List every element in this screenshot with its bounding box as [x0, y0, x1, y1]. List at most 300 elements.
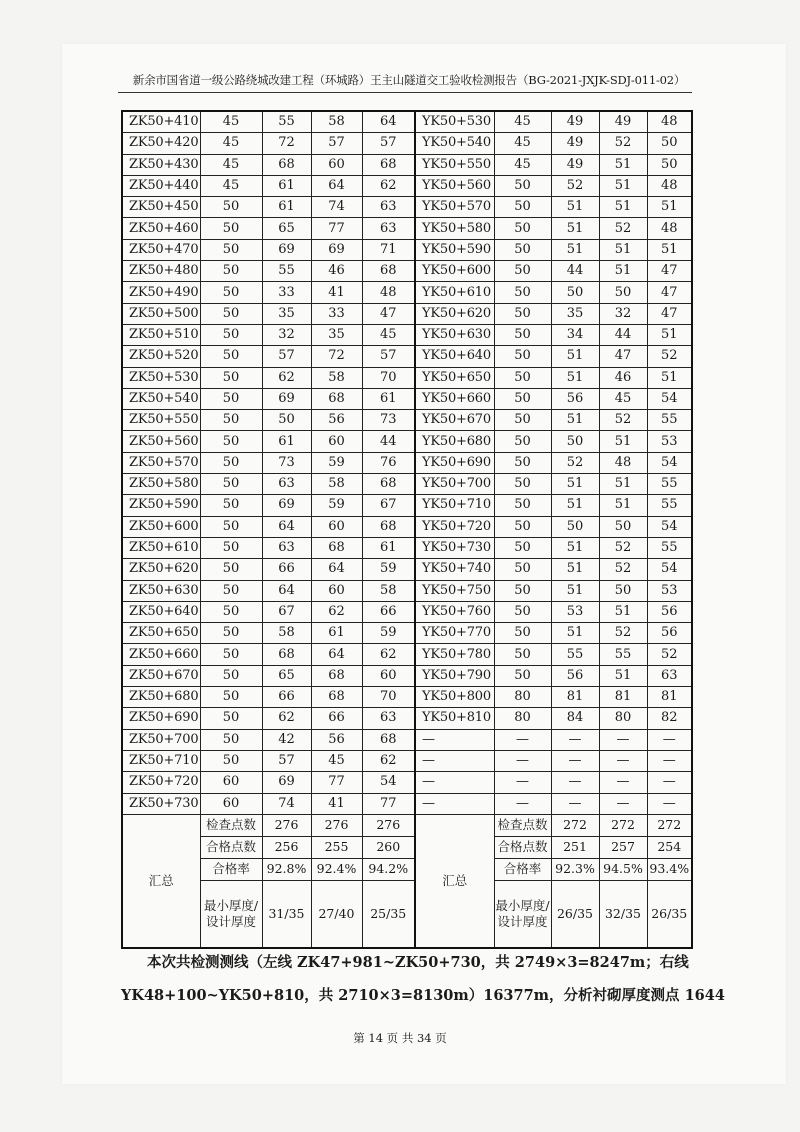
thickness-cell: 84	[551, 708, 599, 729]
thickness-cell: 50	[200, 729, 262, 750]
thickness-cell: 50	[200, 367, 262, 388]
thickness-cell: 41	[311, 282, 362, 303]
thickness-cell: 64	[362, 111, 415, 133]
thickness-cell: 52	[599, 218, 647, 239]
thickness-cell: —	[647, 729, 692, 750]
thickness-cell: 44	[362, 431, 415, 452]
station-cell: YK50+530	[415, 111, 494, 133]
thickness-cell: 51	[599, 431, 647, 452]
page-number: 第 14 页 共 34 页	[353, 1031, 447, 1045]
table-row	[122, 580, 692, 601]
station-cell: —	[415, 772, 494, 793]
thickness-cell: 55	[647, 537, 692, 558]
thickness-cell: 67	[362, 495, 415, 516]
thickness-cell: 50	[647, 133, 692, 154]
table-row	[122, 133, 692, 154]
summary-cell: 94.5%	[599, 858, 647, 880]
thickness-cell: 45	[200, 133, 262, 154]
thickness-cell: 50	[200, 665, 262, 686]
thickness-cell: 50	[200, 474, 262, 495]
station-cell: ZK50+700	[122, 729, 200, 750]
station-cell: YK50+690	[415, 452, 494, 473]
thickness-cell: 53	[647, 431, 692, 452]
thickness-cell: 64	[262, 516, 311, 537]
summary-cell: 254	[647, 836, 692, 858]
station-cell: YK50+560	[415, 175, 494, 196]
thickness-cell: 72	[311, 346, 362, 367]
thickness-cell: 55	[599, 644, 647, 665]
thickness-cell: 61	[262, 175, 311, 196]
thickness-cell: 46	[311, 261, 362, 282]
station-cell: YK50+570	[415, 197, 494, 218]
thickness-cell: 62	[262, 367, 311, 388]
summary-cell: 272	[599, 814, 647, 836]
thickness-cell: 53	[551, 601, 599, 622]
summary-cell: 272	[647, 814, 692, 836]
station-cell: YK50+720	[415, 516, 494, 537]
thickness-cell: 68	[362, 154, 415, 175]
thickness-cell: 50	[200, 687, 262, 708]
thickness-cell: 50	[551, 516, 599, 537]
thickness-cell: 55	[262, 111, 311, 133]
thickness-cell: 50	[200, 388, 262, 409]
station-cell: YK50+790	[415, 665, 494, 686]
station-cell: YK50+680	[415, 431, 494, 452]
station-cell: ZK50+480	[122, 261, 200, 282]
thickness-cell: 47	[599, 346, 647, 367]
thickness-cell: 50	[494, 239, 551, 260]
thickness-cell: 68	[362, 261, 415, 282]
thickness-cell: 50	[494, 303, 551, 324]
thickness-cell: 47	[647, 282, 692, 303]
station-cell: YK50+800	[415, 687, 494, 708]
summary-min-ratio-label-left: 最小厚度/设计厚度	[200, 880, 262, 948]
station-cell: YK50+770	[415, 623, 494, 644]
thickness-cell: 47	[362, 303, 415, 324]
thickness-cell: 50	[494, 474, 551, 495]
thickness-cell: 50	[200, 452, 262, 473]
thickness-cell: 56	[551, 388, 599, 409]
table-row	[122, 239, 692, 260]
thickness-cell: 51	[647, 367, 692, 388]
thickness-cell: —	[494, 750, 551, 771]
table-row	[122, 601, 692, 622]
station-cell: YK50+580	[415, 218, 494, 239]
thickness-cell: 63	[362, 218, 415, 239]
thickness-cell: —	[599, 793, 647, 814]
thickness-cell: 51	[551, 239, 599, 260]
thickness-cell: 50	[200, 495, 262, 516]
summary-cell: 92.8%	[262, 858, 311, 880]
thickness-cell: 68	[262, 154, 311, 175]
summary-min-ratio-label-right: 最小厚度/设计厚度	[494, 880, 551, 948]
thickness-cell: 68	[362, 474, 415, 495]
thickness-cell: 45	[200, 111, 262, 133]
summary-check-points-label-left: 检查点数	[200, 814, 262, 836]
station-cell: ZK50+720	[122, 772, 200, 793]
thickness-cell: 52	[599, 537, 647, 558]
thickness-cell: 64	[311, 175, 362, 196]
thickness-cell: 81	[599, 687, 647, 708]
summary-cell: 94.2%	[362, 858, 415, 880]
summary-section	[122, 814, 692, 948]
thickness-cell: 54	[647, 452, 692, 473]
station-cell: ZK50+590	[122, 495, 200, 516]
thickness-cell: 52	[599, 410, 647, 431]
thickness-cell: —	[647, 772, 692, 793]
thickness-cell: 57	[262, 750, 311, 771]
thickness-cell: 58	[311, 474, 362, 495]
thickness-cell: 51	[599, 601, 647, 622]
table-row	[122, 324, 692, 345]
thickness-cell: 50	[494, 282, 551, 303]
summary-row-pass-rate	[122, 858, 692, 880]
thickness-cell: 52	[647, 644, 692, 665]
thickness-cell: 58	[362, 580, 415, 601]
thickness-cell: 51	[551, 495, 599, 516]
thickness-cell: 60	[311, 154, 362, 175]
table-row	[122, 729, 692, 750]
station-cell: YK50+760	[415, 601, 494, 622]
summary-note-line-1: 本次共检测测线（左线 ZK47+981~ZK50+730，共 2749×3=8247m；右线	[147, 954, 689, 971]
thickness-cell: 56	[647, 601, 692, 622]
thickness-cell: 68	[262, 644, 311, 665]
thickness-cell: 65	[262, 218, 311, 239]
thickness-cell: 68	[311, 665, 362, 686]
summary-cell: 32/35	[599, 880, 647, 948]
station-cell: ZK50+610	[122, 537, 200, 558]
thickness-cell: 46	[599, 367, 647, 388]
thickness-cell: 50	[551, 431, 599, 452]
thickness-cell: 73	[262, 452, 311, 473]
summary-cell: 260	[362, 836, 415, 858]
thickness-cell: 69	[262, 239, 311, 260]
station-cell: ZK50+600	[122, 516, 200, 537]
thickness-cell: 50	[494, 559, 551, 580]
thickness-cell: 50	[494, 516, 551, 537]
thickness-cell: 66	[262, 559, 311, 580]
thickness-cell: 50	[494, 623, 551, 644]
thickness-cell: 50	[200, 197, 262, 218]
table-row	[122, 261, 692, 282]
station-cell: ZK50+670	[122, 665, 200, 686]
station-cell: YK50+730	[415, 537, 494, 558]
thickness-cell: 74	[262, 793, 311, 814]
thickness-cell: —	[494, 772, 551, 793]
thickness-cell: 62	[311, 601, 362, 622]
station-cell: ZK50+630	[122, 580, 200, 601]
thickness-cell: 69	[311, 239, 362, 260]
thickness-cell: 50	[599, 282, 647, 303]
thickness-cell: 56	[311, 410, 362, 431]
thickness-cell: 62	[362, 175, 415, 196]
thickness-cell: 35	[551, 303, 599, 324]
thickness-cell: —	[599, 772, 647, 793]
thickness-cell: 34	[551, 324, 599, 345]
summary-cell: 26/35	[647, 880, 692, 948]
thickness-cell: 41	[311, 793, 362, 814]
thickness-cell: 51	[551, 474, 599, 495]
station-cell: ZK50+620	[122, 559, 200, 580]
table-row	[122, 516, 692, 537]
thickness-cell: 57	[362, 133, 415, 154]
summary-qualified-label-right: 合格点数	[494, 836, 551, 858]
thickness-cell: 68	[311, 537, 362, 558]
thickness-cell: 50	[494, 410, 551, 431]
station-cell: ZK50+710	[122, 750, 200, 771]
thickness-cell: 50	[494, 324, 551, 345]
station-cell: YK50+640	[415, 346, 494, 367]
thickness-cell: 63	[262, 537, 311, 558]
thickness-cell: 50	[200, 410, 262, 431]
thickness-cell: 32	[262, 324, 311, 345]
summary-row-check-points	[122, 814, 692, 836]
thickness-cell: 62	[362, 644, 415, 665]
table-body	[122, 111, 692, 814]
thickness-cell: 51	[551, 410, 599, 431]
thickness-cell: 81	[551, 687, 599, 708]
station-cell: YK50+670	[415, 410, 494, 431]
summary-cell: 276	[262, 814, 311, 836]
table-row	[122, 495, 692, 516]
thickness-cell: 51	[599, 197, 647, 218]
station-cell: YK50+550	[415, 154, 494, 175]
thickness-cell: 65	[262, 665, 311, 686]
page-header: 新余市国省道一级公路绕城改建工程（环城路）王主山隧道交工验收检测报告（BG-2021-JXJK-SDJ-011-02）	[132, 73, 686, 87]
thickness-cell: —	[599, 750, 647, 771]
table-row	[122, 623, 692, 644]
thickness-cell: 50	[262, 410, 311, 431]
station-cell: ZK50+660	[122, 644, 200, 665]
table-row	[122, 303, 692, 324]
table-row	[122, 750, 692, 771]
station-cell: ZK50+560	[122, 431, 200, 452]
station-cell: ZK50+690	[122, 708, 200, 729]
thickness-cell: 51	[551, 537, 599, 558]
summary-cell: 31/35	[262, 880, 311, 948]
thickness-cell: 51	[551, 346, 599, 367]
thickness-cell: 59	[311, 495, 362, 516]
thickness-cell: 33	[311, 303, 362, 324]
thickness-cell: 50	[494, 580, 551, 601]
thickness-cell: 51	[647, 239, 692, 260]
table-row	[122, 175, 692, 196]
thickness-cell: 50	[200, 559, 262, 580]
station-cell: ZK50+570	[122, 452, 200, 473]
thickness-cell: 51	[551, 218, 599, 239]
thickness-cell: 44	[599, 324, 647, 345]
thickness-cell: —	[647, 750, 692, 771]
thickness-cell: 80	[599, 708, 647, 729]
thickness-cell: 50	[494, 495, 551, 516]
thickness-cell: 67	[262, 601, 311, 622]
summary-row-min-ratio	[122, 880, 692, 948]
thickness-cell: 45	[200, 154, 262, 175]
thickness-cell: 58	[311, 367, 362, 388]
thickness-cell: 50	[200, 282, 262, 303]
table-row	[122, 410, 692, 431]
thickness-cell: 50	[200, 261, 262, 282]
thickness-cell: 66	[362, 601, 415, 622]
summary-cell: 25/35	[362, 880, 415, 948]
station-cell: YK50+630	[415, 324, 494, 345]
station-cell: YK50+620	[415, 303, 494, 324]
thickness-cell: 32	[599, 303, 647, 324]
table-row	[122, 474, 692, 495]
station-cell: YK50+610	[415, 282, 494, 303]
thickness-cell: 69	[262, 772, 311, 793]
thickness-cell: 45	[599, 388, 647, 409]
thickness-cell: 53	[647, 580, 692, 601]
thickness-cell: 52	[599, 559, 647, 580]
thickness-cell: 80	[494, 687, 551, 708]
thickness-cell: 50	[494, 644, 551, 665]
station-cell: YK50+600	[415, 261, 494, 282]
thickness-cell: 45	[494, 111, 551, 133]
thickness-cell: 58	[311, 111, 362, 133]
thickness-cell: 66	[311, 708, 362, 729]
thickness-cell: 51	[599, 665, 647, 686]
summary-cell: 255	[311, 836, 362, 858]
thickness-cell: 50	[494, 346, 551, 367]
thickness-cell: 72	[262, 133, 311, 154]
thickness-cell: 50	[551, 282, 599, 303]
thickness-cell: 50	[200, 601, 262, 622]
thickness-cell: —	[494, 793, 551, 814]
thickness-cell: 54	[647, 516, 692, 537]
thickness-cell: 81	[647, 687, 692, 708]
thickness-cell: 62	[262, 708, 311, 729]
station-cell: ZK50+460	[122, 218, 200, 239]
table-row	[122, 452, 692, 473]
thickness-cell: 48	[647, 175, 692, 196]
thickness-cell: 44	[551, 261, 599, 282]
summary-label-left: 汇总	[122, 814, 200, 948]
thickness-cell: 63	[362, 708, 415, 729]
thickness-cell: 51	[551, 559, 599, 580]
lining-thickness-table	[121, 110, 693, 949]
thickness-cell: 49	[599, 111, 647, 133]
thickness-cell: 50	[200, 580, 262, 601]
station-cell: YK50+810	[415, 708, 494, 729]
thickness-cell: 69	[262, 388, 311, 409]
station-cell: ZK50+500	[122, 303, 200, 324]
thickness-cell: 45	[362, 324, 415, 345]
thickness-cell: —	[551, 750, 599, 771]
thickness-cell: 61	[362, 388, 415, 409]
thickness-cell: 49	[551, 154, 599, 175]
thickness-cell: 35	[262, 303, 311, 324]
thickness-cell: 57	[311, 133, 362, 154]
thickness-cell: 70	[362, 367, 415, 388]
summary-check-points-label-right: 检查点数	[494, 814, 551, 836]
thickness-cell: 60	[311, 580, 362, 601]
station-cell: ZK50+520	[122, 346, 200, 367]
thickness-cell: 50	[494, 537, 551, 558]
thickness-cell: 48	[647, 218, 692, 239]
thickness-cell: —	[647, 793, 692, 814]
summary-cell: 93.4%	[647, 858, 692, 880]
thickness-cell: 50	[200, 708, 262, 729]
thickness-cell: 66	[262, 687, 311, 708]
summary-cell: 276	[311, 814, 362, 836]
thickness-cell: 64	[311, 559, 362, 580]
thickness-cell: 50	[494, 218, 551, 239]
station-cell: YK50+780	[415, 644, 494, 665]
thickness-cell: 68	[311, 687, 362, 708]
thickness-cell: 50	[494, 261, 551, 282]
thickness-cell: 55	[262, 261, 311, 282]
thickness-cell: 48	[599, 452, 647, 473]
table-row	[122, 708, 692, 729]
thickness-cell: 50	[200, 750, 262, 771]
thickness-cell: 45	[494, 154, 551, 175]
thickness-cell: 69	[262, 495, 311, 516]
station-cell: ZK50+640	[122, 601, 200, 622]
thickness-cell: 51	[599, 175, 647, 196]
table-row	[122, 793, 692, 814]
thickness-cell: 51	[647, 197, 692, 218]
station-cell: ZK50+730	[122, 793, 200, 814]
thickness-cell: 50	[200, 644, 262, 665]
thickness-cell: —	[551, 772, 599, 793]
thickness-cell: 80	[494, 708, 551, 729]
thickness-cell: 70	[362, 687, 415, 708]
summary-cell: 27/40	[311, 880, 362, 948]
station-cell: ZK50+440	[122, 175, 200, 196]
summary-pass-rate-label-left: 合格率	[200, 858, 262, 880]
thickness-cell: 48	[647, 111, 692, 133]
thickness-cell: 54	[647, 388, 692, 409]
station-cell: ZK50+470	[122, 239, 200, 260]
thickness-cell: 51	[599, 239, 647, 260]
thickness-cell: 50	[494, 665, 551, 686]
thickness-cell: 50	[599, 580, 647, 601]
station-cell: ZK50+510	[122, 324, 200, 345]
station-cell: YK50+700	[415, 474, 494, 495]
thickness-cell: 62	[362, 750, 415, 771]
thickness-cell: —	[599, 729, 647, 750]
thickness-cell: 52	[551, 175, 599, 196]
thickness-cell: 64	[262, 580, 311, 601]
thickness-cell: —	[551, 729, 599, 750]
thickness-cell: 60	[311, 516, 362, 537]
thickness-cell: 55	[647, 474, 692, 495]
thickness-cell: 49	[551, 133, 599, 154]
thickness-cell: 63	[647, 665, 692, 686]
thickness-cell: 57	[262, 346, 311, 367]
table-row	[122, 772, 692, 793]
thickness-cell: 50	[494, 431, 551, 452]
summary-pass-rate-label-right: 合格率	[494, 858, 551, 880]
station-cell: ZK50+540	[122, 388, 200, 409]
station-cell: YK50+590	[415, 239, 494, 260]
summary-cell: 272	[551, 814, 599, 836]
thickness-cell: 60	[200, 772, 262, 793]
thickness-cell: 47	[647, 261, 692, 282]
thickness-cell: 50	[200, 218, 262, 239]
thickness-cell: —	[494, 729, 551, 750]
summary-cell: 256	[262, 836, 311, 858]
thickness-cell: 45	[494, 133, 551, 154]
station-cell: ZK50+580	[122, 474, 200, 495]
summary-qualified-label-left: 合格点数	[200, 836, 262, 858]
summary-cell: 92.4%	[311, 858, 362, 880]
thickness-cell: 54	[647, 559, 692, 580]
table-row	[122, 559, 692, 580]
station-cell: ZK50+530	[122, 367, 200, 388]
station-cell: YK50+740	[415, 559, 494, 580]
